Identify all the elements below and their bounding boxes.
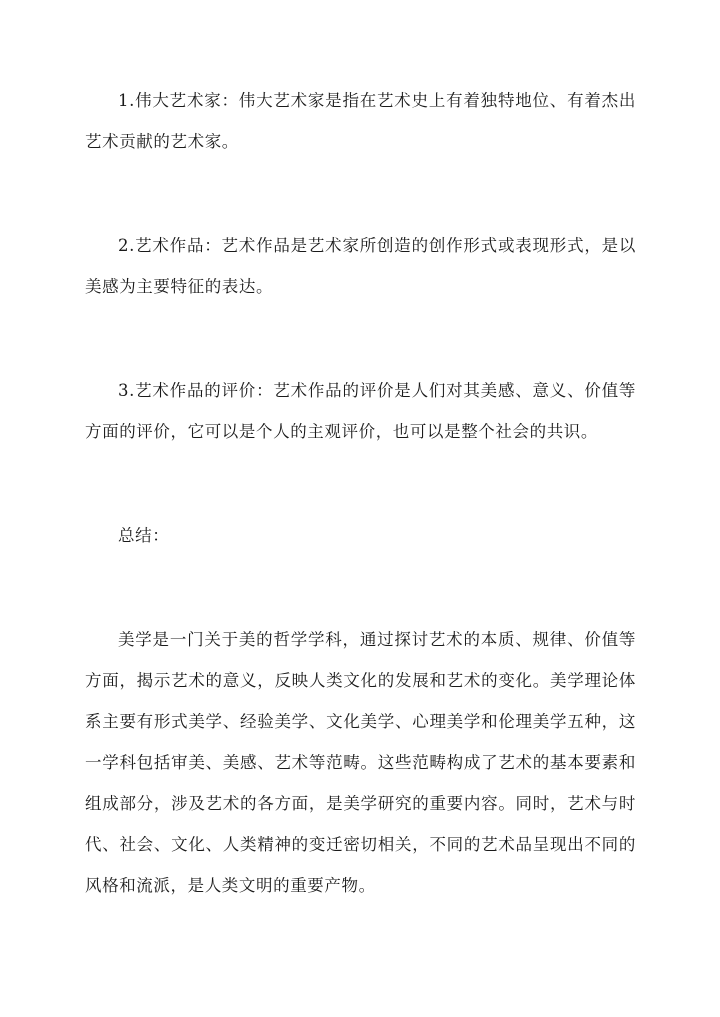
summary-body: 美学是一门关于美的哲学学科，通过探讨艺术的本质、规律、价值等方面，揭示艺术的意义，反映人类文化的发展和艺术的变化。美学理论体系主要有形式美学、经验美学、文化美学、心理美学和伦理美学五种，这一学科包括审美、美感、艺术等范畴。这些范畴构成了艺术的基本要素和组成部分，涉及艺术的各方面，是美学研究的重要内容。同时，艺术与时代、社会、文化、人类精神的变迁密切相关，不同的艺术品呈现出不同的风格和流派，是人类文明的重要产物。 <box>85 630 636 895</box>
document-page <box>85 80 636 906</box>
spacer <box>85 162 636 225</box>
item-1-paragraph: 1.伟大艺术家：伟大艺术家是指在艺术史上有着独特地位、有着杰出艺术贡献的艺术家。 <box>85 91 636 151</box>
spacer <box>85 452 636 515</box>
item-3-paragraph: 3.艺术作品的评价：艺术作品的评价是人们对其美感、意义、价值等方面的评价，它可以是个人的主观评价，也可以是整个社会的共识。 <box>85 381 636 441</box>
item-2-paragraph: 2.艺术作品：艺术作品是艺术家所创造的创作形式或表现形式，是以美感为主要特征的表达。 <box>85 236 636 296</box>
summary-heading: 总结： <box>118 526 170 545</box>
spacer <box>85 556 636 619</box>
spacer <box>85 307 636 370</box>
